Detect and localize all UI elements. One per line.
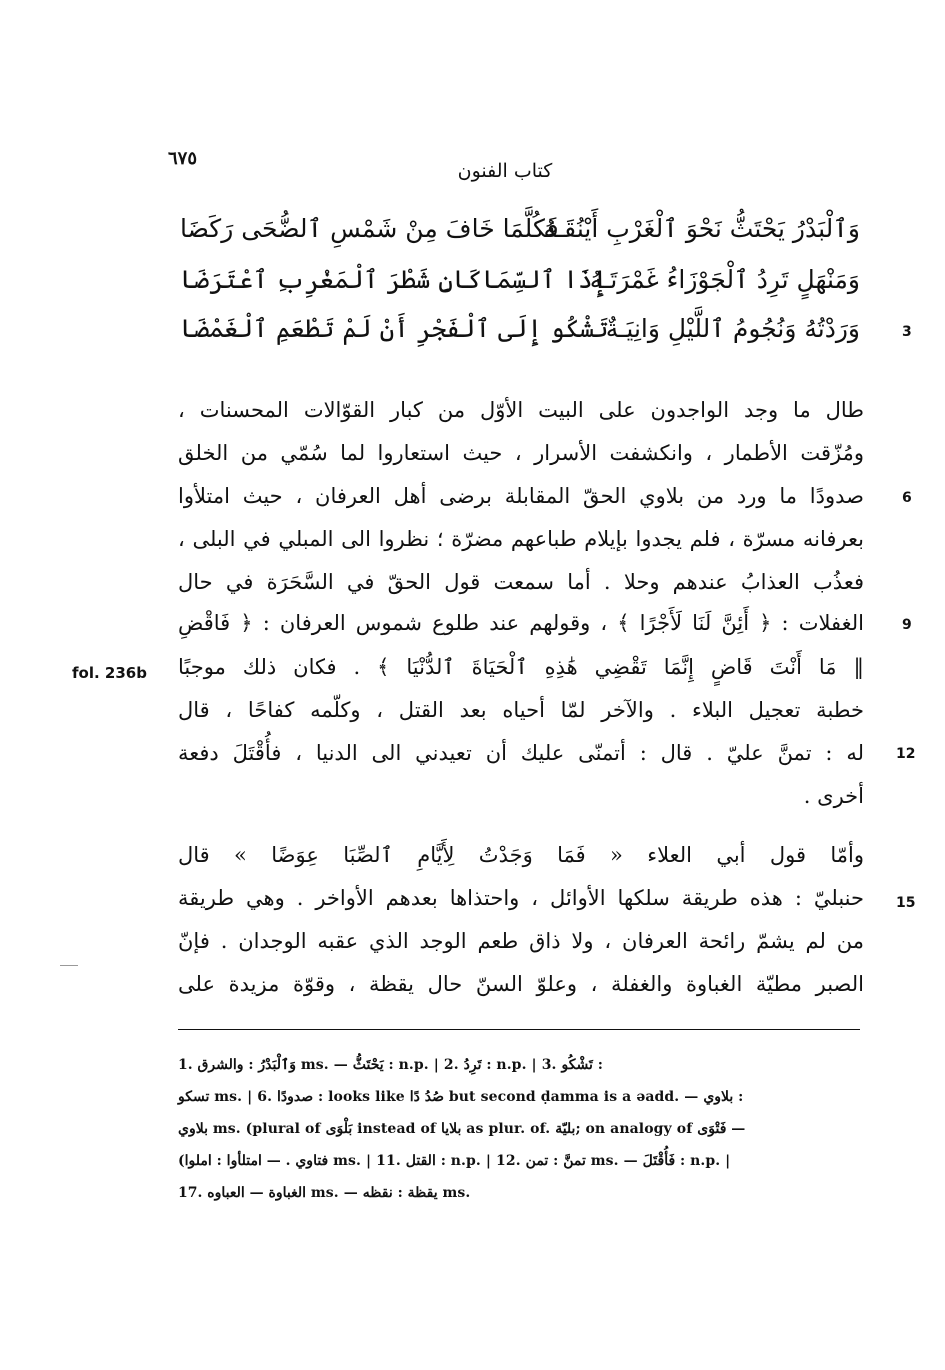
verse-line: [180, 214, 860, 254]
folio-margin-note: fol. 236b: [72, 664, 147, 682]
line-number: 6: [902, 490, 912, 506]
prose-line: بعرفانه مسرّة ، فلم يجدوا بإيلام طباعهم مضرّة ؛ نظروا الى المبلي في البلى ،: [178, 527, 864, 551]
margin-mark: [60, 965, 78, 966]
footnote-line: 1. وَٱلْبَدْرُ : والشرق ms. — يَحْتَثُّ : n.p. | 2. تَرِدُ : n.p. | 3. تَشْكُو :: [178, 1057, 603, 1073]
verse-line: [180, 314, 860, 354]
page-number: ٦٧٥: [168, 148, 198, 169]
footnote-line: (فتاوي . — امتلأوا : املوا ms. | 11. القتل : n.p. | 12. تمنَّ : تمن ms. — فَأُقْتَلَ : n.p. |: [178, 1153, 731, 1169]
prose-line: الصبر مطيّة الغباوة والغفلة ، وعلوّ السنّ حال يقظة ، وقوّة مزيدة على: [178, 972, 864, 996]
verse-hemistich: تَشْكُو إِلَى ٱلْفَجْرِ أَنْ لَمْ تَطْعَمِ ٱلْغَمْضَا: [180, 314, 609, 343]
verse-hemistich: وَرَدْتُهُ وَنُجُومُ ٱللَّيْلِ وَانِيَـةٌ: [605, 314, 860, 343]
verse-line: [180, 265, 860, 305]
prose-line: من لم يشمّ رائحة العرفان ، ولا ذاق طعم الوجد الذي عقبه الوجدان . فإنّ: [178, 929, 864, 953]
prose-line: ‖ مَا أَنْتَ قَاضٍ إِنَّمَا تَقْضِي هَٰذِهِ ٱلْحَيَاةَ ٱلدُّنْيَا ﴾ . فكان ذلك موجبًا: [178, 655, 864, 679]
line-number: 9: [902, 617, 912, 633]
prose-line: وأمّا قول أبي العلاء « فَمَا وَجَدْتُ لِأَيَّامِ ٱلصِّبَا عِوَضًا » قال: [178, 843, 864, 867]
prose-line: فعذُب العذابُ عندهم وحلا . أما سمعت قول الحقّ في السَّحَرَة في حال: [178, 570, 864, 594]
footnote-rule: [178, 1029, 860, 1030]
footnote-line: تسكو ms. | 6. صدودًا : looks like صُدُ دًا but second ḍamma is a ǝadd. — بلاوي :: [178, 1089, 744, 1105]
prose-line: حنبليّ : هذه طريقة سلكها الأوائل ، واحتذاها بعدهم الأواخر . وهي طريقة: [178, 886, 864, 910]
footnote-line: بلاوي ms. (plural of بَلْوَى instead of بلايا as plur. of. بليّة; on analogy of فَتْوَى —: [178, 1121, 746, 1137]
verse-hemistich: إِذَا ٱلسِّمَاكَانِ شَطْرَ ٱلْمَغْرِبِ ٱعْتَرَضَا: [180, 265, 608, 294]
prose-line: صدودًا ما ورد من بلاوي الحقّ المقابلة برضى أهل العرفان ، حيث امتلأوا: [178, 484, 864, 508]
line-number: 15: [896, 895, 916, 911]
line-number: 3: [902, 324, 912, 340]
prose-line: ومُزّقت الأطمار ، وانكشفت الأسرار ، حيث استعاروا لما سُمّي من الخلق: [178, 441, 864, 465]
line-number: 12: [896, 746, 916, 762]
verse-hemistich: فَكُلَّمَا خَافَ مِنْ شَمْسِ ٱلضُّحَى رَكَضَا: [180, 214, 559, 243]
prose-line: الغفلات : ﴿ أَئِنَّ لَنَا لَأَجْرًا ﴾ ، وقولهم عند طلوع شموس العرفان : ﴿ فَاقْضِ: [178, 611, 864, 635]
prose-line: طال ما وجد الواجدون على البيت الأوّل من كبار القوّالات المحسنات ،: [178, 398, 864, 422]
footnote-line: 17. الغباوة — العباوه ms. — يقظة : نقظه ms.: [178, 1185, 471, 1201]
running-head: كتاب الفنون: [457, 160, 553, 182]
prose-line: أخرى .: [803, 784, 864, 808]
verse-hemistich: وَمَنْهَلٍ تَرِدُ ٱلْجَوْزَاءُ غَمْرَتَـهُ: [589, 265, 860, 294]
verse-hemistich: وَٱلْبَدْرُ يَحْتَثُّ نَحْوَ ٱلْغَرْبِ أَيْنُقَـهُ: [543, 214, 860, 243]
prose-line: له : تمنَّ عليّ . قال : أتمنّى عليك أن تعيدني الى الدنيا ، فأُقْتَلَ دفعة: [178, 741, 864, 765]
prose-line: خطبة تعجيل البلاء . والآخر لمّا أحياه بعد القتل ، وكلّمه كفاحًا ، قال: [178, 698, 864, 722]
